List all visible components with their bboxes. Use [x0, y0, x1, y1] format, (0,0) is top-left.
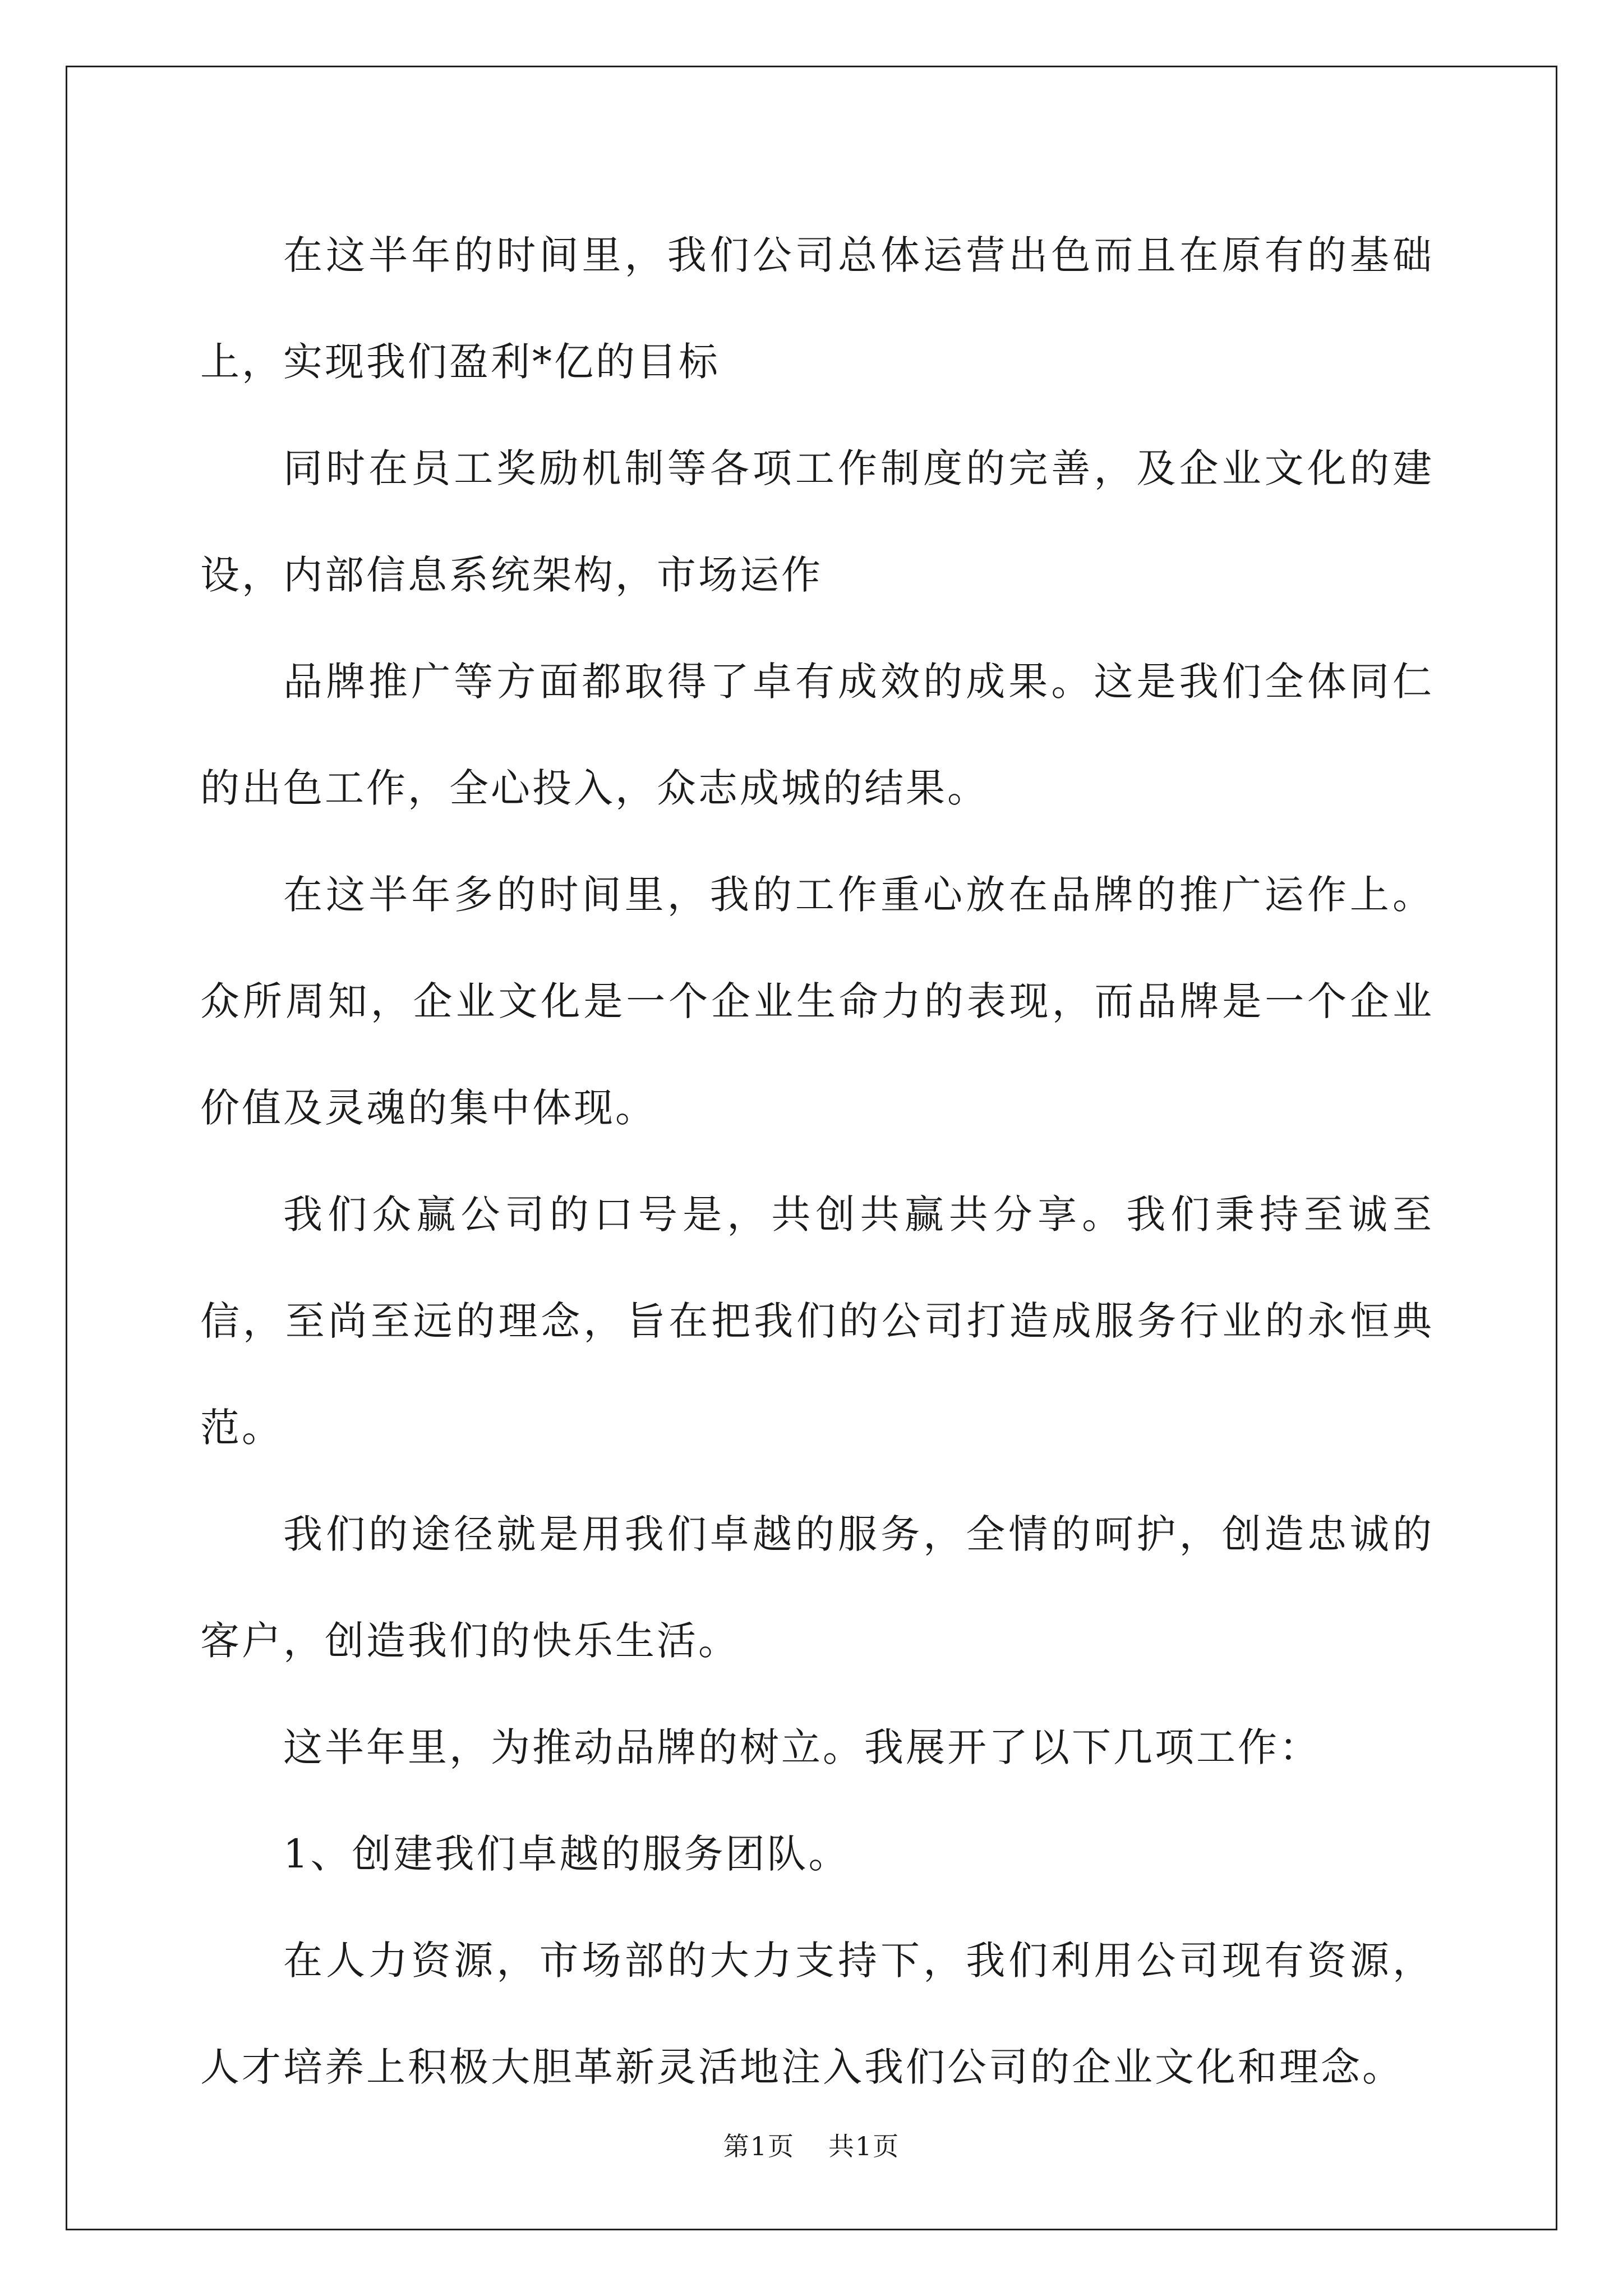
paragraph-7: 这半年里，为推动品牌的树立。我展开了以下几项工作： [283, 1724, 1321, 1770]
paragraph-8: 1、创建我们卓越的服务团队。 [283, 1831, 850, 1877]
page-number-current: 第1页 [723, 2131, 795, 2161]
paragraph-3: 品牌推广等方面都取得了卓有成效的成果。这是我们全体同仁的出色工作，全心投入，众志成城的结果。 [200, 659, 1434, 811]
paragraph-4: 在这半年多的时间里，我的工作重心放在品牌的推广运作上。众所周知，企业文化是一个企业生命力的表现，而品牌是一个企业价值及灵魂的集中体现。 [200, 872, 1434, 1131]
page-number-total: 共1页 [828, 2131, 900, 2161]
paragraph-1: 在这半年的时间里，我们公司总体运营出色而且在原有的基础上，实现我们盈利*亿的目标 [200, 232, 1434, 385]
document-body [200, 202, 1434, 2120]
paragraph-5: 我们众赢公司的口号是，共创共赢共分享。我们秉持至诚至信，至尚至远的理念，旨在把我们的公司打造成服务行业的永恒典范。 [200, 1191, 1434, 1451]
paragraph-2: 同时在员工奖励机制等各项工作制度的完善，及企业文化的建设，内部信息系统架构，市场运作 [200, 445, 1434, 598]
paragraph-9: 在人力资源，市场部的大力支持下，我们利用公司现有资源，人才培养上积极大胆革新灵活地注入我们公司的企业文化和理念。 [200, 1938, 1434, 2090]
paragraph-6: 我们的途径就是用我们卓越的服务，全情的呵护，创造忠诚的客户，创造我们的快乐生活。 [200, 1511, 1434, 1664]
page-footer [0, 2126, 1623, 2163]
